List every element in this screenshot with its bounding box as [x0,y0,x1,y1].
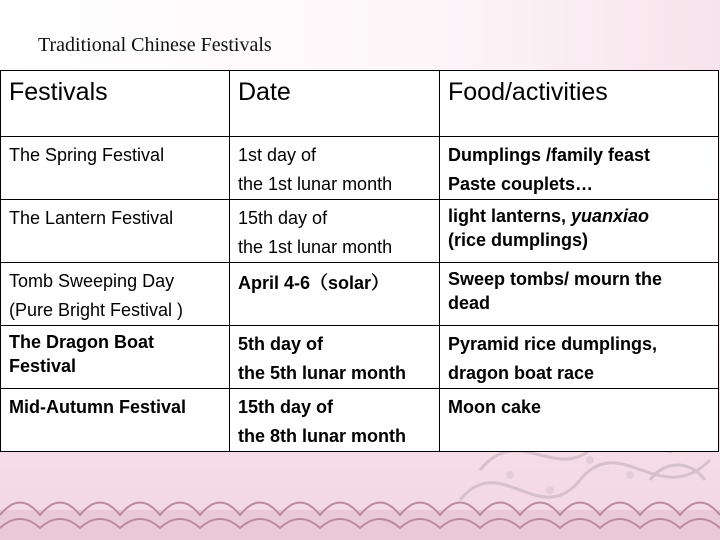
festival-name: The Dragon Boat [9,332,155,352]
date-line: the 1st lunar month [238,237,393,257]
date-line: 5th day of [238,334,324,354]
table-row [1,263,719,326]
table-header-row [1,71,719,137]
date-line: April 4-6（solar） [238,273,390,293]
date-line: 15th day of [238,397,334,417]
date-cell [230,200,440,263]
activity-line: Dumplings /family feast [448,145,651,165]
festival-cell [1,326,230,389]
activity-text: light lanterns, [448,206,572,226]
date-cell [230,389,440,452]
ocean-wave-border [0,470,720,540]
activity-line: Paste couplets… [448,174,594,194]
activity-line: Pyramid rice dumplings, [448,334,658,354]
activity-line [448,204,710,228]
festival-cell [1,200,230,263]
activity-line: dead [448,293,491,313]
date-line: the 8th lunar month [238,426,406,446]
activity-line: Sweep tombs/ mourn the [448,269,663,289]
food-activities-cell [440,389,719,452]
festival-cell [1,137,230,200]
food-activities-cell [440,326,719,389]
column-header-festivals: Festivals [1,71,230,137]
activity-italic-term: yuanxiao [571,206,650,226]
activity-line: dragon boat race [448,363,595,383]
festival-name: Festival [9,356,77,376]
table-row [1,137,719,200]
activity-line: (rice dumplings) [448,230,589,250]
date-cell [230,137,440,200]
food-activities-cell [440,200,719,263]
table-row [1,389,719,452]
table-row [1,326,719,389]
festival-name: Tomb Sweeping Day [9,271,175,291]
date-line: 1st day of [238,145,317,165]
date-line: the 1st lunar month [238,174,393,194]
festival-name: Mid-Autumn Festival [9,397,187,417]
table-row [1,200,719,263]
date-cell [230,263,440,326]
food-activities-cell [440,263,719,326]
column-header-date: Date [230,71,440,137]
festival-table [0,70,719,452]
date-line: the 5th lunar month [238,363,406,383]
food-activities-cell [440,137,719,200]
column-header-food-activities: Food/activities [440,71,719,137]
festival-name: The Lantern Festival [9,208,174,228]
festival-alt-name: (Pure Bright Festival ) [9,300,184,320]
date-line: 15th day of [238,208,328,228]
activity-line: Moon cake [448,397,542,417]
page-title: Traditional Chinese Festivals [38,34,272,56]
date-cell [230,326,440,389]
festival-cell [1,389,230,452]
festival-cell [1,263,230,326]
festival-name: The Spring Festival [9,145,165,165]
